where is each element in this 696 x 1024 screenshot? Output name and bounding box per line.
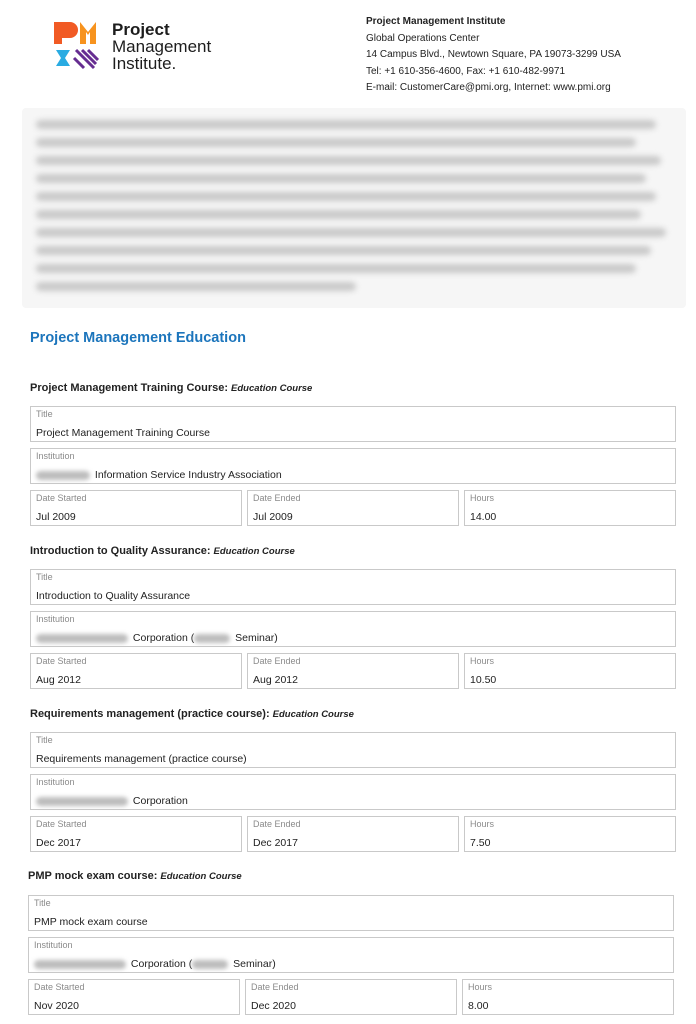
redacted-text bbox=[36, 797, 128, 806]
field-label: Hours bbox=[468, 982, 493, 992]
date-ended-field bbox=[247, 816, 459, 852]
field-label: Title bbox=[34, 898, 51, 908]
hours-field bbox=[464, 490, 676, 526]
course-type: Education Course bbox=[272, 709, 354, 720]
field-value bbox=[34, 958, 276, 970]
institution-field bbox=[30, 774, 676, 810]
field-value: Project Management Training Course bbox=[36, 427, 210, 439]
field-label: Date Started bbox=[34, 982, 85, 992]
field-label: Hours bbox=[470, 656, 495, 666]
field-label: Institution bbox=[36, 777, 75, 787]
logo-line-1: Project bbox=[112, 19, 170, 39]
course-type: Education Course bbox=[213, 546, 295, 557]
date-started-field bbox=[30, 490, 242, 526]
field-label: Institution bbox=[36, 614, 75, 624]
field-label: Title bbox=[36, 735, 53, 745]
institution-text: Corporation ( bbox=[130, 958, 193, 970]
title-field bbox=[30, 569, 676, 605]
field-value: Nov 2020 bbox=[34, 1000, 79, 1012]
course-heading-text: Requirements management (practice course): bbox=[30, 708, 270, 720]
title-field bbox=[30, 732, 676, 768]
hours-field bbox=[462, 979, 674, 1015]
redacted-text bbox=[36, 471, 90, 480]
field-value: 14.00 bbox=[470, 511, 497, 523]
course-type: Education Course bbox=[231, 383, 313, 394]
title-field bbox=[30, 406, 676, 442]
institution-text: Corporation ( bbox=[132, 632, 195, 644]
field-value: Requirements management (practice course) bbox=[36, 753, 247, 765]
field-label: Institution bbox=[34, 940, 73, 950]
field-value: Introduction to Quality Assurance bbox=[36, 590, 191, 602]
hours-field bbox=[464, 653, 676, 689]
institution-text: Corporation bbox=[132, 795, 188, 807]
field-label: Title bbox=[36, 572, 53, 582]
course-heading-text: Introduction to Quality Assurance: bbox=[30, 545, 211, 557]
institution-text-suffix: Seminar) bbox=[233, 958, 276, 970]
field-value: PMP mock exam course bbox=[34, 916, 148, 928]
field-value bbox=[36, 795, 188, 807]
redacted-text bbox=[192, 960, 228, 969]
field-value: Jul 2009 bbox=[36, 511, 76, 523]
institution-text: Information Service Industry Association bbox=[94, 469, 282, 481]
hours-field bbox=[464, 816, 676, 852]
field-value: Dec 2020 bbox=[251, 1000, 296, 1012]
institution-text-suffix: Seminar) bbox=[235, 632, 278, 644]
institution-field bbox=[30, 611, 676, 647]
field-value: Aug 2012 bbox=[36, 674, 81, 686]
blurred-paragraph bbox=[22, 108, 686, 308]
field-label: Date Started bbox=[36, 493, 87, 503]
field-label: Hours bbox=[470, 819, 495, 829]
course-type: Education Course bbox=[160, 871, 242, 882]
logo-line-3: Institute. bbox=[112, 53, 177, 73]
section-title: Project Management Education bbox=[30, 330, 246, 346]
field-label: Date Ended bbox=[251, 982, 299, 992]
redacted-text bbox=[194, 634, 230, 643]
field-value bbox=[36, 469, 282, 481]
institution-field bbox=[28, 937, 674, 973]
contact-block bbox=[366, 14, 621, 97]
date-ended-field bbox=[247, 653, 459, 689]
contact-address: 14 Campus Blvd., Newtown Square, PA 19073-3299 USA bbox=[366, 49, 621, 60]
pmi-logo bbox=[54, 20, 211, 72]
title-field bbox=[28, 895, 674, 931]
contact-center: Global Operations Center bbox=[366, 32, 480, 44]
field-value: 8.00 bbox=[468, 1000, 489, 1012]
date-started-field bbox=[30, 653, 242, 689]
logo-line-2: Management bbox=[112, 36, 212, 56]
field-value: Dec 2017 bbox=[253, 837, 298, 849]
course-heading bbox=[28, 870, 242, 882]
date-started-field bbox=[28, 979, 240, 1015]
institution-field bbox=[30, 448, 676, 484]
contact-email: E-mail: CustomerCare@pmi.org, Internet: www.pmi.org bbox=[366, 82, 611, 93]
field-value: Jul 2009 bbox=[253, 511, 293, 523]
course-heading-text: Project Management Training Course: bbox=[30, 382, 229, 394]
redacted-text bbox=[36, 634, 128, 643]
field-value bbox=[36, 632, 278, 644]
contact-phone: Tel: +1 610-356-4600, Fax: +1 610-482-9971 bbox=[366, 65, 566, 77]
field-value: 7.50 bbox=[470, 837, 491, 849]
field-label: Title bbox=[36, 409, 53, 419]
course-heading bbox=[30, 382, 312, 394]
pmi-logo-mark-icon bbox=[54, 20, 106, 72]
field-label: Date Started bbox=[36, 819, 87, 829]
course-heading-text: PMP mock exam course: bbox=[28, 870, 158, 882]
field-label: Date Ended bbox=[253, 819, 301, 829]
date-ended-field bbox=[245, 979, 457, 1015]
course-heading bbox=[30, 708, 354, 720]
course-heading bbox=[30, 545, 295, 557]
field-value: 10.50 bbox=[470, 674, 497, 686]
pmi-logo-text bbox=[112, 21, 211, 72]
date-ended-field bbox=[247, 490, 459, 526]
field-value: Dec 2017 bbox=[36, 837, 81, 849]
field-value: Aug 2012 bbox=[253, 674, 298, 686]
date-started-field bbox=[30, 816, 242, 852]
field-label: Date Ended bbox=[253, 493, 301, 503]
field-label: Date Ended bbox=[253, 656, 301, 666]
field-label: Date Started bbox=[36, 656, 87, 666]
field-label: Hours bbox=[470, 493, 495, 503]
redacted-text bbox=[34, 960, 126, 969]
field-label: Institution bbox=[36, 451, 75, 461]
contact-org: Project Management Institute bbox=[366, 16, 506, 27]
